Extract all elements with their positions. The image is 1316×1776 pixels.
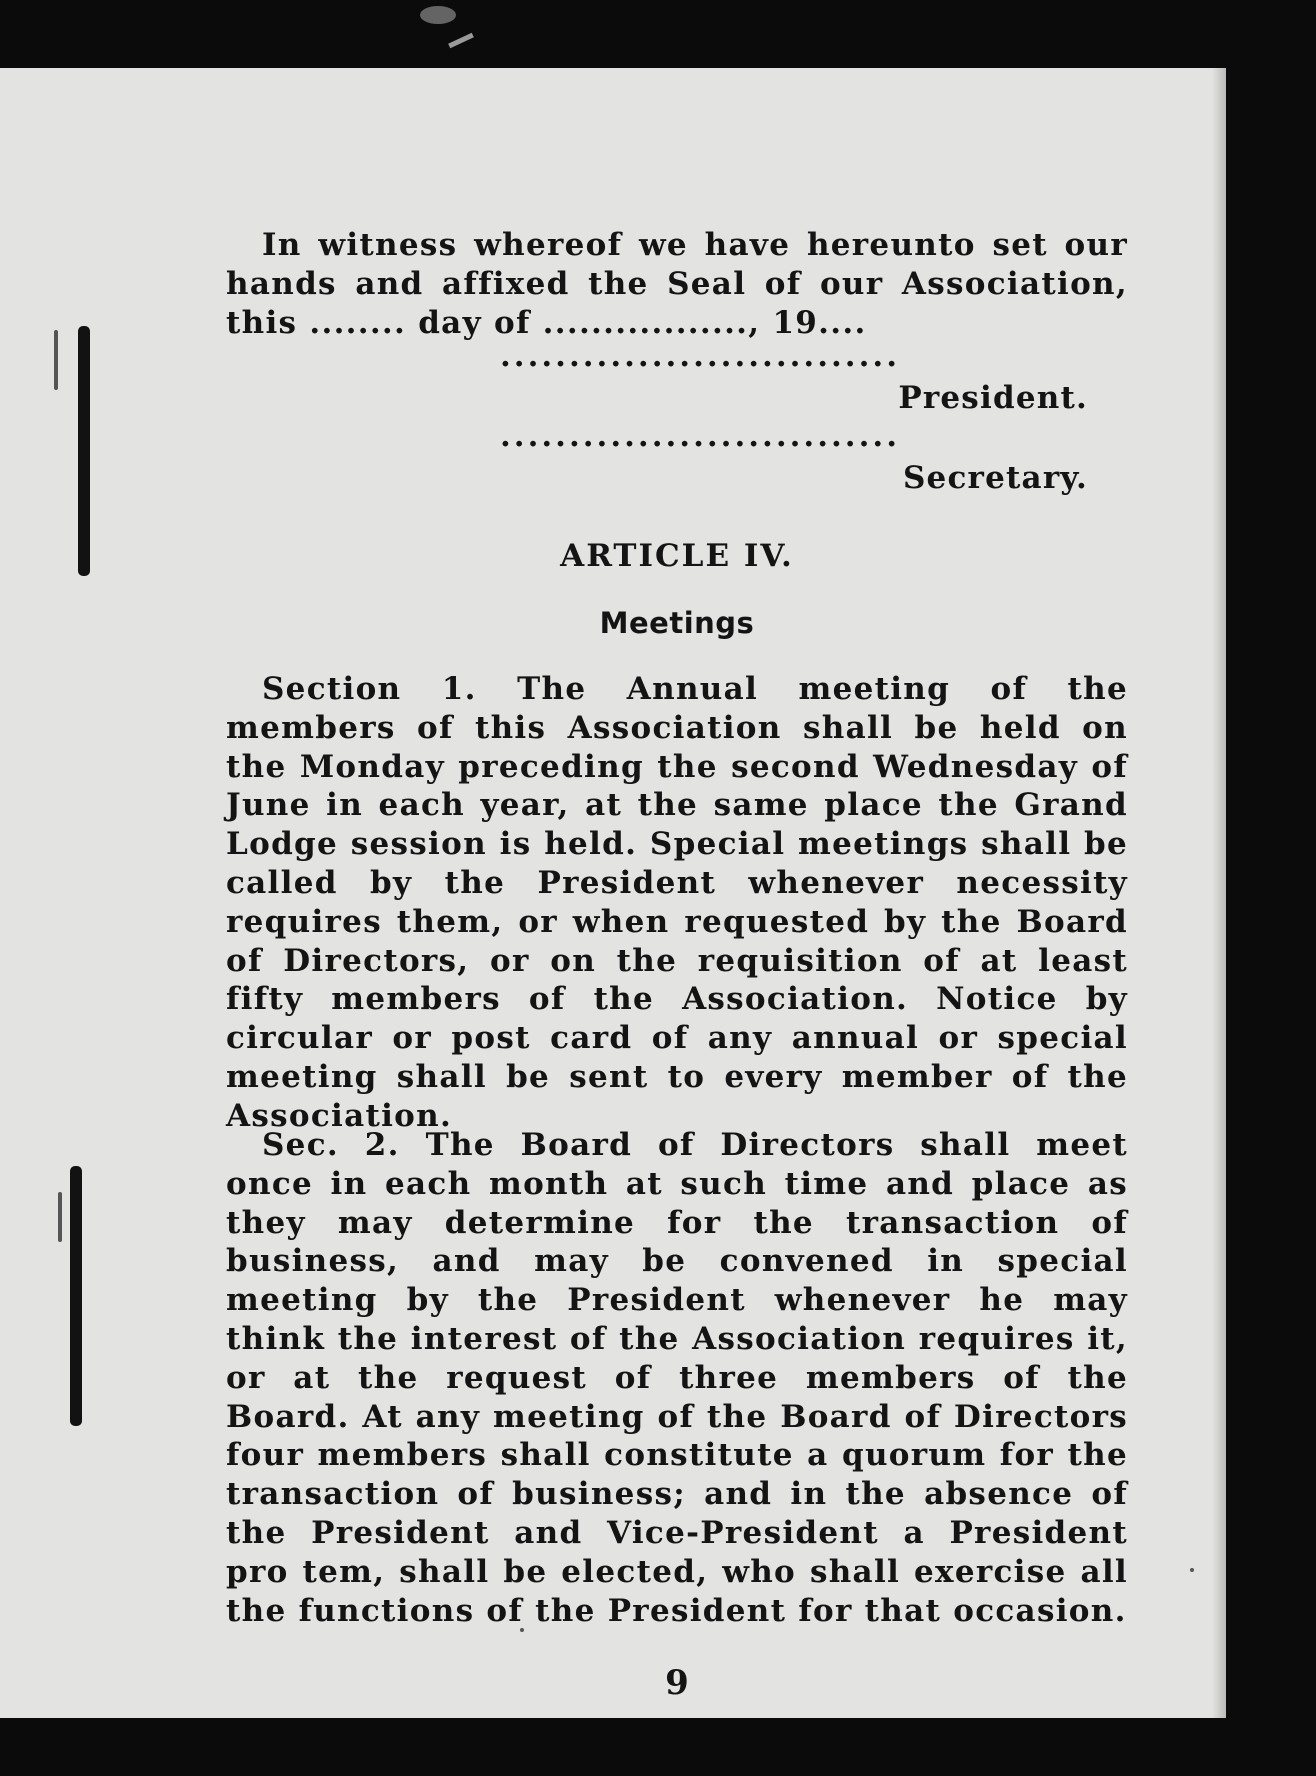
witness-paragraph xyxy=(226,226,1128,342)
scan-artifact-mark xyxy=(420,6,456,24)
article-heading: ARTICLE IV. xyxy=(560,538,794,574)
scan-artifact-stroke xyxy=(448,33,474,49)
document-page xyxy=(0,68,1226,1718)
page-edge-notch xyxy=(1212,886,1226,964)
section-2 xyxy=(226,1126,1128,1630)
article-subheading: Meetings xyxy=(599,606,755,640)
section-1 xyxy=(226,670,1128,1136)
page-number: 9 xyxy=(665,1663,689,1703)
signature-title-president: President. xyxy=(898,380,1088,416)
signature-line-secretary: ............................. xyxy=(500,418,900,454)
signature-line-president: ............................. xyxy=(500,338,900,374)
binding-bar-bottom xyxy=(70,1166,82,1426)
section-1-text: Section 1. The Annual meeting of the members of this Association shall be held on the Monday preceding the second Wednesday of June in each year, at the same place the Grand Lodge session is held. Special meetings shall be called by the President whenever necessity requires them, or when requested by the Board of Directors, or on the requisition of at least fifty members of the Association. Notice by circular or post card of any annual or special meeting shall be sent to every member of the Association. xyxy=(226,671,1128,1134)
section-2-text: Sec. 2. The Board of Directors shall meet once in each month at such time and place as they may determine for the transaction of business, and may be convened in special meeting by the President whenever he may think the interest of the Association requires it, or at the request of three members of the Board. At any meeting of the Board of Directors four members shall constitute a quorum for the transaction of business; and in the absence of the President and Vice-President a President pro tem, shall be elected, who shall exercise all the functions of the President for that occasion. xyxy=(226,1127,1128,1629)
binding-bar-top xyxy=(78,326,90,576)
witness-text: In witness whereof we have hereunto set our hands and affixed the Seal of our Association, this ........ day of ................., 19.... xyxy=(226,227,1128,341)
binding-bar-top-edge xyxy=(54,330,58,390)
signature-title-secretary: Secretary. xyxy=(902,460,1088,496)
scan-speck xyxy=(1190,1568,1194,1572)
binding-bar-bottom-edge xyxy=(58,1192,62,1242)
